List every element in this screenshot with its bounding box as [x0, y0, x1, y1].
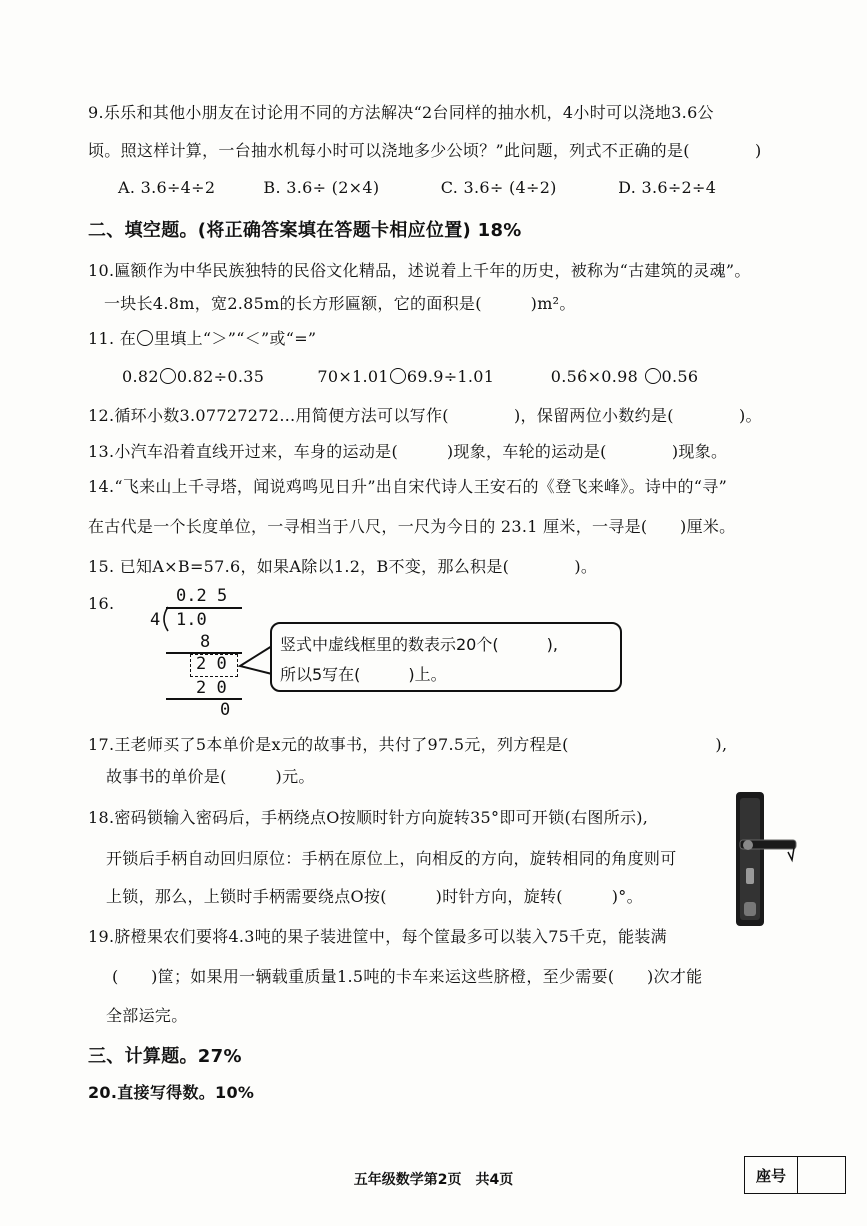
division-bar-2	[166, 698, 242, 700]
callout-line2: 所以5写在( )上。	[280, 665, 447, 684]
q11-expr2-left: 70×1.01	[317, 367, 389, 386]
section-3-heading: 三、计算题。27%	[88, 1046, 242, 1067]
q9-line1: 9.乐乐和其他小朋友在讨论用不同的方法解决“2台同样的抽水机，4小时可以浇地3.6公	[88, 103, 714, 122]
q9-option-c: C. 3.6÷ (4÷2)	[440, 178, 557, 197]
q9-line2: 顷。照这样计算，一台抽水机每小时可以浇地多少公顷？”此问题，列式不正确的是( )	[88, 141, 762, 160]
q9-options	[118, 178, 716, 197]
division-top-bar	[166, 607, 242, 609]
seat-number-label: 座号	[745, 1157, 798, 1193]
division-step1: 8	[200, 632, 211, 652]
q16-number: 16.	[88, 594, 115, 613]
circle-icon[interactable]	[645, 368, 661, 384]
q11-expressions	[122, 367, 698, 386]
q18-line3: 上锁，那么，上锁时手柄需要绕点O按( )时针方向，旋转( )°。	[106, 887, 643, 906]
seat-number-box	[744, 1156, 846, 1194]
section-2-heading: 二、填空题。(将正确答案填在答题卡相应位置) 18%	[88, 220, 522, 241]
division-remainder: 0	[220, 700, 231, 720]
q10-line1: 10.匾额作为中华民族独特的民俗文化精品，述说着上千年的历史，被称为“古建筑的灵魂”。	[88, 261, 751, 280]
division-step2: 2 0	[196, 654, 227, 674]
q11-prompt-a: 11. 在	[88, 329, 137, 348]
q14-line2: 在古代是一个长度单位，一寻相当于八尺，一尺为今日的 23.1 厘米，一寻是( )厘米。	[88, 517, 736, 536]
division-dividend: 1.0	[176, 610, 207, 630]
q14-line1: 14.“飞来山上千寻塔，闻说鸡鸣见日升”出自宋代诗人王安石的《登飞来峰》。诗中的“寻”	[88, 477, 728, 496]
q11-expr3	[551, 367, 699, 386]
q9-option-b: B. 3.6÷ (2×4)	[263, 178, 380, 197]
q13-text: 13.小汽车沿着直线开过来，车身的运动是( )现象，车轮的运动是( )现象。	[88, 442, 728, 461]
q20-text: 20.直接写得数。10%	[88, 1083, 255, 1102]
q11-expr3-left: 0.56̇×0.98	[550, 367, 639, 386]
q19-line2: ( )筐；如果用一辆载重质量1.5吨的卡车来运这些脐橙，至少需要( )次才能	[112, 967, 703, 986]
q18-line2: 开锁后手柄自动回归原位：手柄在原位上，向相反的方向，旋转相同的角度则可	[106, 849, 677, 868]
seat-number-field[interactable]	[798, 1157, 845, 1193]
division-divisor: 4	[150, 610, 161, 630]
q11-expr1	[122, 367, 312, 386]
q9-option-d: D. 3.6÷2÷4	[618, 178, 717, 197]
callout-line1: 竖式中虚线框里的数表示20个( ),	[280, 635, 558, 654]
q15-text: 15. 已知A×B=57.6，如果A除以1.2，B不变，那么积是( )。	[88, 557, 598, 576]
division-step3: 2 0	[196, 678, 227, 698]
q18-line1: 18.密码锁输入密码后，手柄绕点O按顺时针方向旋转35°即可开锁(右图所示),	[88, 808, 649, 827]
q12-text: 12.循环小数3.07727272…用简便方法可以写作( )，保留两位小数约是( )。	[88, 406, 762, 425]
q19-line1: 19.脐橙果农们要将4.3吨的果子装进筐中，每个筐最多可以装入75千克，能装满	[88, 927, 667, 946]
q9-option-a: A. 3.6÷4÷2	[118, 178, 216, 197]
q11-expr1-left: 0.82	[122, 367, 159, 386]
q11-expr2-right: 69.9÷1.01	[406, 367, 495, 386]
q19-line3: 全部运完。	[106, 1006, 188, 1025]
door-lock-image	[732, 790, 802, 930]
q17-line1: 17.王老师买了5本单价是x元的故事书，共付了97.5元，列方程是( ),	[88, 735, 728, 754]
q10-line2: 一块长4.8m，宽2.85m的长方形匾额，它的面积是( )m²。	[104, 294, 576, 313]
q11-prompt	[88, 326, 316, 349]
circle-icon[interactable]	[160, 368, 176, 384]
circle-icon	[137, 330, 153, 346]
explanation-callout	[270, 622, 622, 692]
division-quotient: 0.2 5	[176, 586, 228, 606]
q11-prompt-b: 里填上“＞”“＜”或“=”	[154, 329, 317, 348]
q11-expr1-right: 0.82÷0.35	[176, 367, 265, 386]
circle-icon[interactable]	[390, 368, 406, 384]
q17-line2: 故事书的单价是( )元。	[106, 767, 315, 786]
q11-expr2	[317, 367, 545, 386]
page-footer: 五年级数学第2页 共4页	[353, 1172, 514, 1188]
q11-expr3-right: 0.56	[661, 367, 699, 386]
